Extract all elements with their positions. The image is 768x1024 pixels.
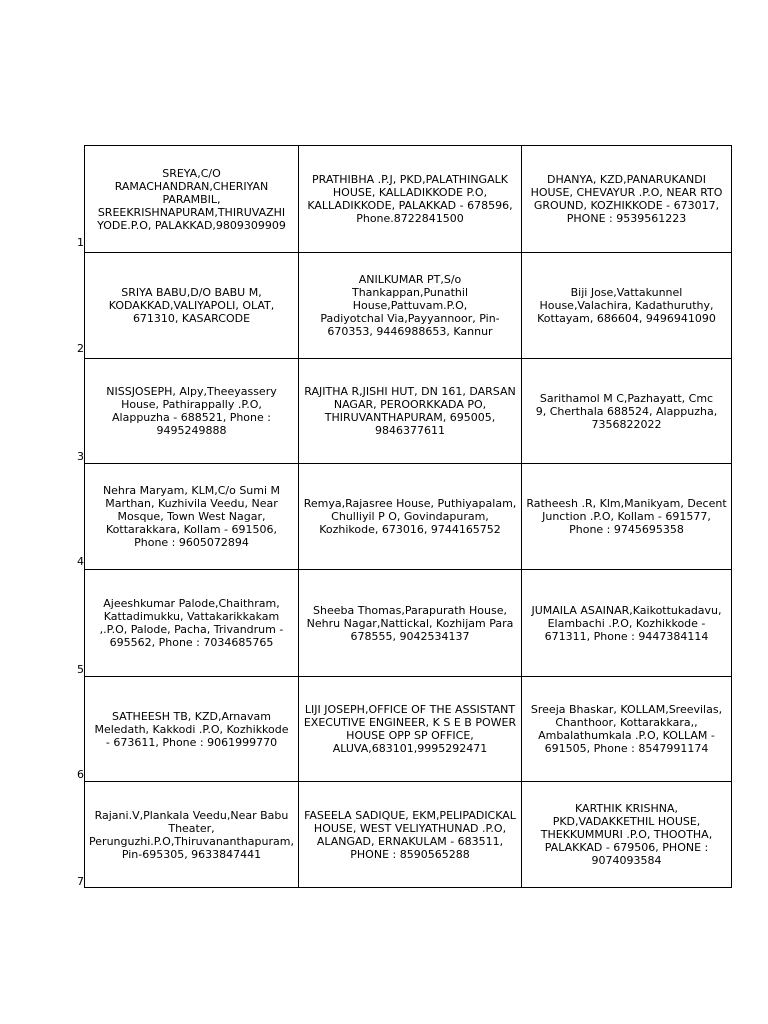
address-text: FASEELA SADIQUE, EKM,PELIPADICKAL HOUSE, WEST VELIYATHUNAD .P.O, ALANGAD, ERNAKULAM - 683511, PHONE : 8590565288 (304, 808, 516, 861)
row-number-5: 5 (77, 663, 84, 676)
address-cell (522, 359, 732, 464)
row-number-2: 2 (77, 342, 84, 355)
table-row (85, 782, 732, 888)
address-text: ANILKUMAR PT,S/o Thankappan,Punathil House,Pattuvam.P.O, Padiyotchal Via,Payyannoor, Pin-670353, 9446988653, Kannur (320, 273, 500, 338)
address-cell (522, 570, 732, 677)
table-row (85, 464, 732, 570)
table-row (85, 146, 732, 253)
address-cell (299, 782, 522, 888)
table-row (85, 359, 732, 464)
address-cell (85, 782, 299, 888)
row-number-6: 6 (77, 768, 84, 781)
address-cell (299, 146, 522, 253)
row-number-7: 7 (77, 875, 84, 888)
address-cell (85, 570, 299, 677)
address-cell (85, 146, 299, 253)
address-text: LIJI JOSEPH,OFFICE OF THE ASSISTANT EXECUTIVE ENGINEER, K S E B POWER HOUSE OPP SP OFFICE, ALUVA,683101,9995292471 (303, 703, 517, 755)
address-cell (522, 782, 732, 888)
address-text: NISSJOSEPH, Alpy,Theeyassery House, Pathirappally .P.O, Alappuzha - 688521, Phone : 9495249888 (106, 385, 277, 437)
address-cell (299, 359, 522, 464)
address-text: Ratheesh .R, Klm,Manikyam, Decent Junction .P.O, Kollam - 691577, Phone : 9745695358 (526, 497, 727, 536)
address-cell (85, 253, 299, 359)
address-cell (522, 146, 732, 253)
address-cell (85, 677, 299, 782)
address-cell (85, 464, 299, 570)
address-cell (299, 253, 522, 359)
table-row (85, 677, 732, 782)
address-cell (299, 570, 522, 677)
address-text: DHANYA, KZD,PANARUKANDI HOUSE, CHEVAYUR .P.O, NEAR RTO GROUND, KOZHIKKODE - 673017, PHONE : 9539561223 (530, 173, 723, 225)
address-text: PRATHIBHA .P.J, PKD,PALATHINGALK HOUSE, KALLADIKKODE P.O, KALLADIKKODE, PALAKKAD - 678596, Phone.8722841500 (307, 173, 513, 225)
address-cell (522, 253, 732, 359)
address-cell (85, 359, 299, 464)
address-text: SATHEESH TB, KZD,Arnavam Meledath, Kakkodi .P.O, Kozhikkode - 673611, Phone : 9061999770 (94, 709, 289, 749)
address-table (84, 145, 732, 888)
table-row (85, 570, 732, 677)
address-text: Rajani.V,Plankala Veedu,Near Babu Theater, Perunguzhi.P.O,Thiruvananthapuram, Pin-695305, 9633847441 (89, 808, 294, 861)
address-text: Nehra Maryam, KLM,C/o Sumi M Marthan, Kuzhivila Veedu, Near Mosque, Town West Nagar, Kottarakkara, Kollam - 691506, Phone : 9605072894 (102, 484, 281, 549)
address-text: Sreeja Bhaskar, KOLLAM,Sreevilas, Chanthoor, Kottarakkara,, Ambalathumkala .P.O, KOLLAM - 691505, Phone : 8547991174 (530, 703, 723, 755)
row-number-3: 3 (77, 450, 84, 463)
address-text: SREYA,C/O RAMACHANDRAN,CHERIYAN PARAMBIL, SREEKRISHNAPURAM,THIRUVAZHIYODE.P.O, PALAKKAD,9809309909 (97, 166, 286, 232)
address-text: KARTHIK KRISHNA, PKD,VADAKKETHIL HOUSE, THEKKUMMURI .P.O, THOOTHA, PALAKKAD - 679506, PHONE : 9074093584 (540, 802, 713, 867)
address-cell (299, 464, 522, 570)
address-cell (522, 464, 732, 570)
address-text: Biji Jose,Vattakunnel House,Valachira, Kadathuruthy, Kottayam, 686604, 9496941090 (537, 286, 716, 325)
address-text: Ajeeshkumar Palode,Chaithram, Kattadimukku, Vattakarikkakam ,.P.O, Palode, Pacha, Trivandrum - 695562, Phone : 7034685765 (99, 597, 284, 649)
address-cell (522, 677, 732, 782)
row-number-4: 4 (77, 555, 84, 568)
address-text: RAJITHA R,JISHI HUT, DN 161, DARSAN NAGAR, PEROORKKADA PO, THIRUVANTHAPURAM, 695005, 9846377611 (304, 385, 516, 437)
row-number-1: 1 (77, 236, 84, 249)
address-text: Remya,Rajasree House, Puthiyapalam, Chulliyil P O, Govindapuram, Kozhikode, 673016, 9744165752 (303, 497, 517, 536)
address-text: Sarithamol M C,Pazhayatt, Cmc 9, Cherthala 688524, Alappuzha, 7356822022 (535, 391, 718, 431)
table-row (85, 253, 732, 359)
address-text: JUMAILA ASAINAR,Kaikottukadavu, Elambachi .P.O, Kozhikkode - 671311, Phone : 9447384114 (531, 603, 722, 643)
address-text: Sheeba Thomas,Parapurath House, Nehru Nagar,Nattickal, Kozhijam Para 678555, 9042534137 (306, 603, 514, 643)
address-text: SRIYA BABU,D/O BABU M, KODAKKAD,VALIYAPOLI, OLAT, 671310, KASARCODE (108, 286, 275, 325)
address-cell (299, 677, 522, 782)
